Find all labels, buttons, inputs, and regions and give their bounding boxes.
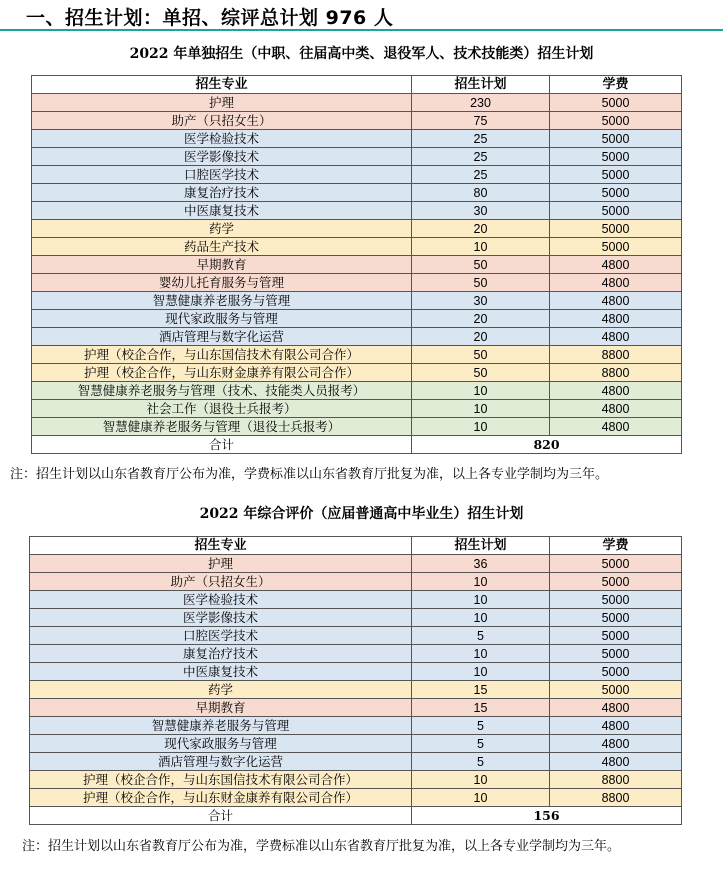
table-row bbox=[32, 238, 682, 256]
table-row bbox=[30, 699, 682, 717]
plan-cell: 15 bbox=[412, 699, 550, 717]
table-header-row bbox=[30, 537, 682, 555]
table-row bbox=[32, 256, 682, 274]
plan-cell: 50 bbox=[412, 274, 550, 292]
total-label: 合计 bbox=[32, 436, 412, 454]
major-cell: 口腔医学技术 bbox=[32, 166, 412, 184]
major-cell: 早期教育 bbox=[32, 256, 412, 274]
section-heading: 一、招生计划：单招、综评总计划 976 人 bbox=[26, 7, 394, 29]
fee-cell: 4800 bbox=[550, 382, 682, 400]
table-row bbox=[32, 346, 682, 364]
total-value: 156 bbox=[412, 807, 682, 825]
table-row bbox=[32, 220, 682, 238]
header-major: 招生专业 bbox=[30, 537, 412, 555]
major-cell: 药学 bbox=[30, 681, 412, 699]
fee-cell: 4800 bbox=[550, 256, 682, 274]
fee-cell: 4800 bbox=[550, 717, 682, 735]
table-row bbox=[30, 627, 682, 645]
plan-cell: 25 bbox=[412, 148, 550, 166]
major-cell: 早期教育 bbox=[30, 699, 412, 717]
plan-cell: 25 bbox=[412, 166, 550, 184]
plan-cell: 30 bbox=[412, 292, 550, 310]
fee-cell: 5000 bbox=[550, 609, 682, 627]
plan-cell: 5 bbox=[412, 627, 550, 645]
table-row bbox=[30, 789, 682, 807]
single-enrollment-table bbox=[31, 75, 682, 454]
fee-cell: 8800 bbox=[550, 346, 682, 364]
fee-cell: 4800 bbox=[550, 418, 682, 436]
plan-cell: 10 bbox=[412, 645, 550, 663]
plan-cell: 20 bbox=[412, 328, 550, 346]
plan-cell: 5 bbox=[412, 717, 550, 735]
header-fee: 学费 bbox=[550, 76, 682, 94]
table-row bbox=[30, 753, 682, 771]
major-cell: 护理（校企合作，与山东国信技术有限公司合作） bbox=[32, 346, 412, 364]
major-cell: 酒店管理与数字化运营 bbox=[32, 328, 412, 346]
major-cell: 药学 bbox=[32, 220, 412, 238]
table-row bbox=[30, 645, 682, 663]
plan-cell: 20 bbox=[412, 310, 550, 328]
plan-cell: 50 bbox=[412, 364, 550, 382]
plan-cell: 20 bbox=[412, 220, 550, 238]
major-cell: 助产（只招女生） bbox=[32, 112, 412, 130]
plan-cell: 80 bbox=[412, 184, 550, 202]
fee-cell: 5000 bbox=[550, 681, 682, 699]
table1-note: 注：招生计划以山东省教育厅公布为准，学费标准以山东省教育厅批复为准，以上各专业学制均为三年。 bbox=[10, 467, 609, 482]
plan-cell: 10 bbox=[412, 609, 550, 627]
table-row bbox=[32, 130, 682, 148]
total-row bbox=[32, 436, 682, 454]
major-cell: 护理（校企合作，与山东国信技术有限公司合作） bbox=[30, 771, 412, 789]
fee-cell: 4800 bbox=[550, 699, 682, 717]
major-cell: 现代家政服务与管理 bbox=[32, 310, 412, 328]
total-value: 820 bbox=[412, 436, 682, 454]
table-row bbox=[30, 735, 682, 753]
table-row bbox=[32, 364, 682, 382]
table-row bbox=[32, 292, 682, 310]
comprehensive-evaluation-table bbox=[29, 536, 682, 825]
plan-cell: 10 bbox=[412, 789, 550, 807]
table-row bbox=[32, 310, 682, 328]
fee-cell: 4800 bbox=[550, 753, 682, 771]
major-cell: 智慧健康养老服务与管理（退役士兵报考） bbox=[32, 418, 412, 436]
plan-cell: 25 bbox=[412, 130, 550, 148]
plan-cell: 10 bbox=[412, 238, 550, 256]
table-row bbox=[30, 555, 682, 573]
fee-cell: 5000 bbox=[550, 238, 682, 256]
fee-cell: 5000 bbox=[550, 202, 682, 220]
plan-cell: 36 bbox=[412, 555, 550, 573]
table-row bbox=[32, 274, 682, 292]
major-cell: 智慧健康养老服务与管理 bbox=[32, 292, 412, 310]
table-row bbox=[32, 112, 682, 130]
table-row bbox=[30, 573, 682, 591]
major-cell: 康复治疗技术 bbox=[32, 184, 412, 202]
major-cell: 口腔医学技术 bbox=[30, 627, 412, 645]
table-row bbox=[32, 328, 682, 346]
major-cell: 医学影像技术 bbox=[32, 148, 412, 166]
major-cell: 社会工作（退役士兵报考） bbox=[32, 400, 412, 418]
header-fee: 学费 bbox=[550, 537, 682, 555]
major-cell: 酒店管理与数字化运营 bbox=[30, 753, 412, 771]
total-row bbox=[30, 807, 682, 825]
table-row bbox=[32, 166, 682, 184]
major-cell: 婴幼儿托育服务与管理 bbox=[32, 274, 412, 292]
plan-cell: 5 bbox=[412, 735, 550, 753]
major-cell: 护理 bbox=[30, 555, 412, 573]
fee-cell: 4800 bbox=[550, 735, 682, 753]
fee-cell: 5000 bbox=[550, 663, 682, 681]
major-cell: 护理（校企合作，与山东财金康养有限公司合作） bbox=[32, 364, 412, 382]
plan-cell: 10 bbox=[412, 418, 550, 436]
fee-cell: 4800 bbox=[550, 292, 682, 310]
fee-cell: 5000 bbox=[550, 94, 682, 112]
plan-cell: 10 bbox=[412, 573, 550, 591]
plan-cell: 50 bbox=[412, 256, 550, 274]
fee-cell: 8800 bbox=[550, 771, 682, 789]
table-row bbox=[32, 94, 682, 112]
fee-cell: 5000 bbox=[550, 645, 682, 663]
table1-title: 2022 年单独招生（中职、往届高中类、退役军人、技术技能类）招生计划 bbox=[129, 46, 594, 62]
table-header-row bbox=[32, 76, 682, 94]
plan-cell: 75 bbox=[412, 112, 550, 130]
plan-cell: 10 bbox=[412, 400, 550, 418]
fee-cell: 5000 bbox=[550, 555, 682, 573]
major-cell: 助产（只招女生） bbox=[30, 573, 412, 591]
fee-cell: 4800 bbox=[550, 400, 682, 418]
plan-cell: 10 bbox=[412, 771, 550, 789]
table-row bbox=[32, 202, 682, 220]
fee-cell: 5000 bbox=[550, 220, 682, 238]
major-cell: 智慧健康养老服务与管理（技术、技能类人员报考） bbox=[32, 382, 412, 400]
plan-cell: 30 bbox=[412, 202, 550, 220]
fee-cell: 5000 bbox=[550, 112, 682, 130]
major-cell: 医学检验技术 bbox=[32, 130, 412, 148]
table-row bbox=[30, 681, 682, 699]
fee-cell: 5000 bbox=[550, 148, 682, 166]
fee-cell: 5000 bbox=[550, 166, 682, 184]
fee-cell: 4800 bbox=[550, 274, 682, 292]
fee-cell: 4800 bbox=[550, 328, 682, 346]
table-row bbox=[32, 184, 682, 202]
plan-cell: 10 bbox=[412, 591, 550, 609]
plan-cell: 15 bbox=[412, 681, 550, 699]
table-row bbox=[30, 771, 682, 789]
table2-note: 注：招生计划以山东省教育厅公布为准，学费标准以山东省教育厅批复为准，以上各专业学制均为三年。 bbox=[22, 839, 621, 854]
table-row bbox=[32, 400, 682, 418]
total-label: 合计 bbox=[30, 807, 412, 825]
major-cell: 智慧健康养老服务与管理 bbox=[30, 717, 412, 735]
major-cell: 中医康复技术 bbox=[32, 202, 412, 220]
major-cell: 护理 bbox=[32, 94, 412, 112]
heading-divider bbox=[0, 29, 723, 31]
major-cell: 中医康复技术 bbox=[30, 663, 412, 681]
fee-cell: 5000 bbox=[550, 184, 682, 202]
header-plan: 招生计划 bbox=[412, 537, 550, 555]
fee-cell: 8800 bbox=[550, 364, 682, 382]
table-row bbox=[32, 148, 682, 166]
plan-cell: 50 bbox=[412, 346, 550, 364]
table-row bbox=[32, 382, 682, 400]
header-major: 招生专业 bbox=[32, 76, 412, 94]
table-row bbox=[30, 663, 682, 681]
major-cell: 医学检验技术 bbox=[30, 591, 412, 609]
plan-cell: 10 bbox=[412, 663, 550, 681]
fee-cell: 8800 bbox=[550, 789, 682, 807]
major-cell: 护理（校企合作，与山东财金康养有限公司合作） bbox=[30, 789, 412, 807]
table-row bbox=[30, 609, 682, 627]
table-row bbox=[30, 717, 682, 735]
fee-cell: 4800 bbox=[550, 310, 682, 328]
table-row bbox=[30, 591, 682, 609]
plan-cell: 230 bbox=[412, 94, 550, 112]
header-plan: 招生计划 bbox=[412, 76, 550, 94]
fee-cell: 5000 bbox=[550, 627, 682, 645]
major-cell: 药品生产技术 bbox=[32, 238, 412, 256]
table2-title: 2022 年综合评价（应届普通高中毕业生）招生计划 bbox=[199, 506, 524, 522]
plan-cell: 5 bbox=[412, 753, 550, 771]
plan-cell: 10 bbox=[412, 382, 550, 400]
major-cell: 康复治疗技术 bbox=[30, 645, 412, 663]
fee-cell: 5000 bbox=[550, 573, 682, 591]
fee-cell: 5000 bbox=[550, 130, 682, 148]
table-row bbox=[32, 418, 682, 436]
major-cell: 医学影像技术 bbox=[30, 609, 412, 627]
major-cell: 现代家政服务与管理 bbox=[30, 735, 412, 753]
fee-cell: 5000 bbox=[550, 591, 682, 609]
